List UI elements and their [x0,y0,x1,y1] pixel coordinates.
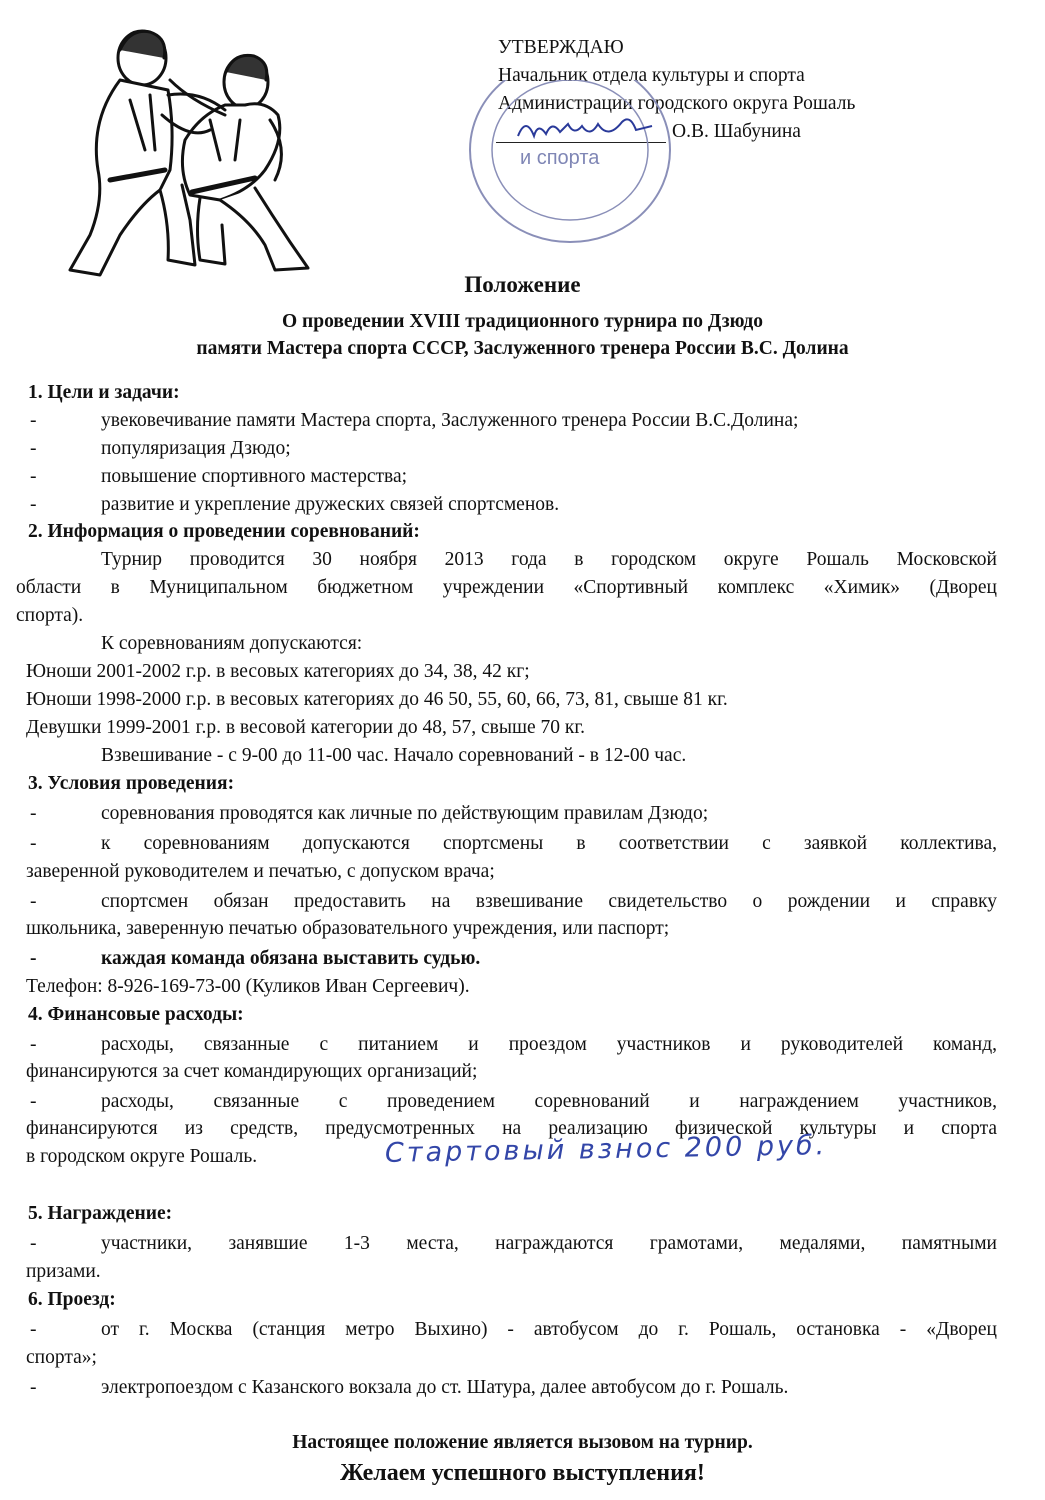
document-title: Положение [464,272,581,297]
bullet-dash: - [30,1091,37,1112]
section-3-item-3-line-1: спортсмен обязан предоставить на взвешивание свидетельство о рождении и справку [101,891,997,912]
section-3-item-2-line-1: к соревнованиям допускаются спортсмены в соответствии с заявкой коллектива, [101,833,997,854]
footer-line-2: Желаем успешного выступления! [340,1460,705,1486]
document-subtitle-1: О проведении XVIII традиционного турнира по Дзюдо [281,311,764,332]
bullet-dash: - [30,466,37,487]
section-1-item: популяризация Дзюдо; [101,438,291,459]
document-subtitle-2: памяти Мастера спорта СССР, Заслуженного тренера России В.С. Долина [196,338,849,359]
signature [512,110,662,150]
section-3-item-1: соревнования проводятся как личные по действующим правилам Дзюдо; [101,803,709,824]
section-2-paragraph-line-3: спорта). [16,605,84,626]
section-3-heading: 3. Условия проведения: [28,773,235,794]
section-3-item-2-line-2: заверенной руководителем и печатью, с допуском врача; [26,861,495,882]
section-4-item-1-line-2: финансируются за счет командирующих организаций; [26,1061,478,1082]
bullet-dash: - [30,494,37,515]
section-3-phone: Телефон: 8-926-169-73-00 (Куликов Иван Сергеевич). [26,976,470,997]
section-1-item: развитие и укрепление дружеских связей спортсменов. [101,494,560,515]
bullet-dash: - [30,1034,37,1055]
bullet-dash: - [30,1319,37,1340]
bullet-dash: - [30,1233,37,1254]
judo-illustration [50,20,320,285]
section-5-item-1-line-2: призами. [26,1261,101,1282]
section-1-item: повышение спортивного мастерства; [101,466,408,487]
official-stamp [460,80,690,250]
section-4-heading: 4. Финансовые расходы: [28,1004,244,1025]
bullet-dash: - [30,438,37,459]
section-2-heading: 2. Информация о проведении соревнований: [28,521,420,542]
section-1-heading: 1. Цели и задачи: [28,382,180,403]
section-3-item-4: каждая команда обязана выставить судью. [101,948,481,969]
handwritten-note: Стартовый взнос 200 руб. [384,1130,828,1169]
section-5-heading: 5. Награждение: [28,1203,173,1224]
section-2-group: Девушки 1999-2001 г.р. в весовой категории до 48, 57, свыше 70 кг. [26,717,586,738]
bullet-dash: - [30,1377,37,1398]
section-6-heading: 6. Проезд: [28,1289,116,1310]
section-3-item-3-line-2: школьника, заверенную печатью образовательного учреждения, или паспорт; [26,918,670,939]
section-6-item-2: электропоездом с Казанского вокзала до ст. Шатура, далее автобусом до г. Рошаль. [101,1377,789,1398]
section-1-item: увековечивание памяти Мастера спорта, Заслуженного тренера России В.С.Долина; [101,410,799,431]
section-5-item-1-line-1: участники, занявшие 1-3 места, награждаются грамотами, медалями, памятными [101,1233,997,1254]
section-2-group: Юноши 1998-2000 г.р. в весовых категориях до 46 50, 55, 60, 66, 73, 81, свыше 81 кг. [26,689,728,710]
approval-signer: О.В. Шабунина [672,121,801,142]
section-6-item-1-line-2: спорта»; [26,1347,97,1368]
section-2-group: Юноши 2001-2002 г.р. в весовых категориях до 34, 38, 42 кг; [26,661,530,682]
section-4-item-1-line-1: расходы, связанные с питанием и проездом участников и руководителей команд, [101,1034,997,1055]
approval-title: УТВЕРЖДАЮ [498,37,624,58]
section-2-weighin: Взвешивание - с 9-00 до 11-00 час. Начало соревнований - в 12-00 час. [101,745,687,766]
footer-line-1: Настоящее положение является вызовом на турнир. [292,1432,753,1453]
bullet-dash: - [30,833,37,854]
section-4-item-2-line-1: расходы, связанные с проведением соревнований и награждением участников, [101,1091,997,1112]
section-2-paragraph-line-1: Турнир проводится 30 ноября 2013 года в городском округе Рошаль Московской [101,549,997,570]
approval-line-1: Начальник отдела культуры и спорта [498,65,805,86]
bullet-dash: - [30,803,37,824]
bullet-dash: - [30,410,37,431]
stamp-text: и спорта [520,147,600,169]
section-6-item-1-line-1: от г. Москва (станция метро Выхино) - автобусом до г. Рошаль, остановка - «Дворец [101,1319,997,1340]
section-4-item-2-line-2: финансируются из средств, предусмотренных на реализацию физической культуры и спорта [26,1118,997,1139]
section-2-paragraph-line-2: области в Муниципальном бюджетном учреждении «Спортивный комплекс «Химик» (Дворец [16,577,997,598]
bullet-dash: - [30,948,37,969]
section-4-item-2-line-3: в городском округе Рошаль. [26,1146,258,1167]
approval-line-2: Администрации городского округа Рошаль [498,93,856,114]
section-2-admitted: К соревнованиям допускаются: [101,633,363,654]
bullet-dash: - [30,891,37,912]
